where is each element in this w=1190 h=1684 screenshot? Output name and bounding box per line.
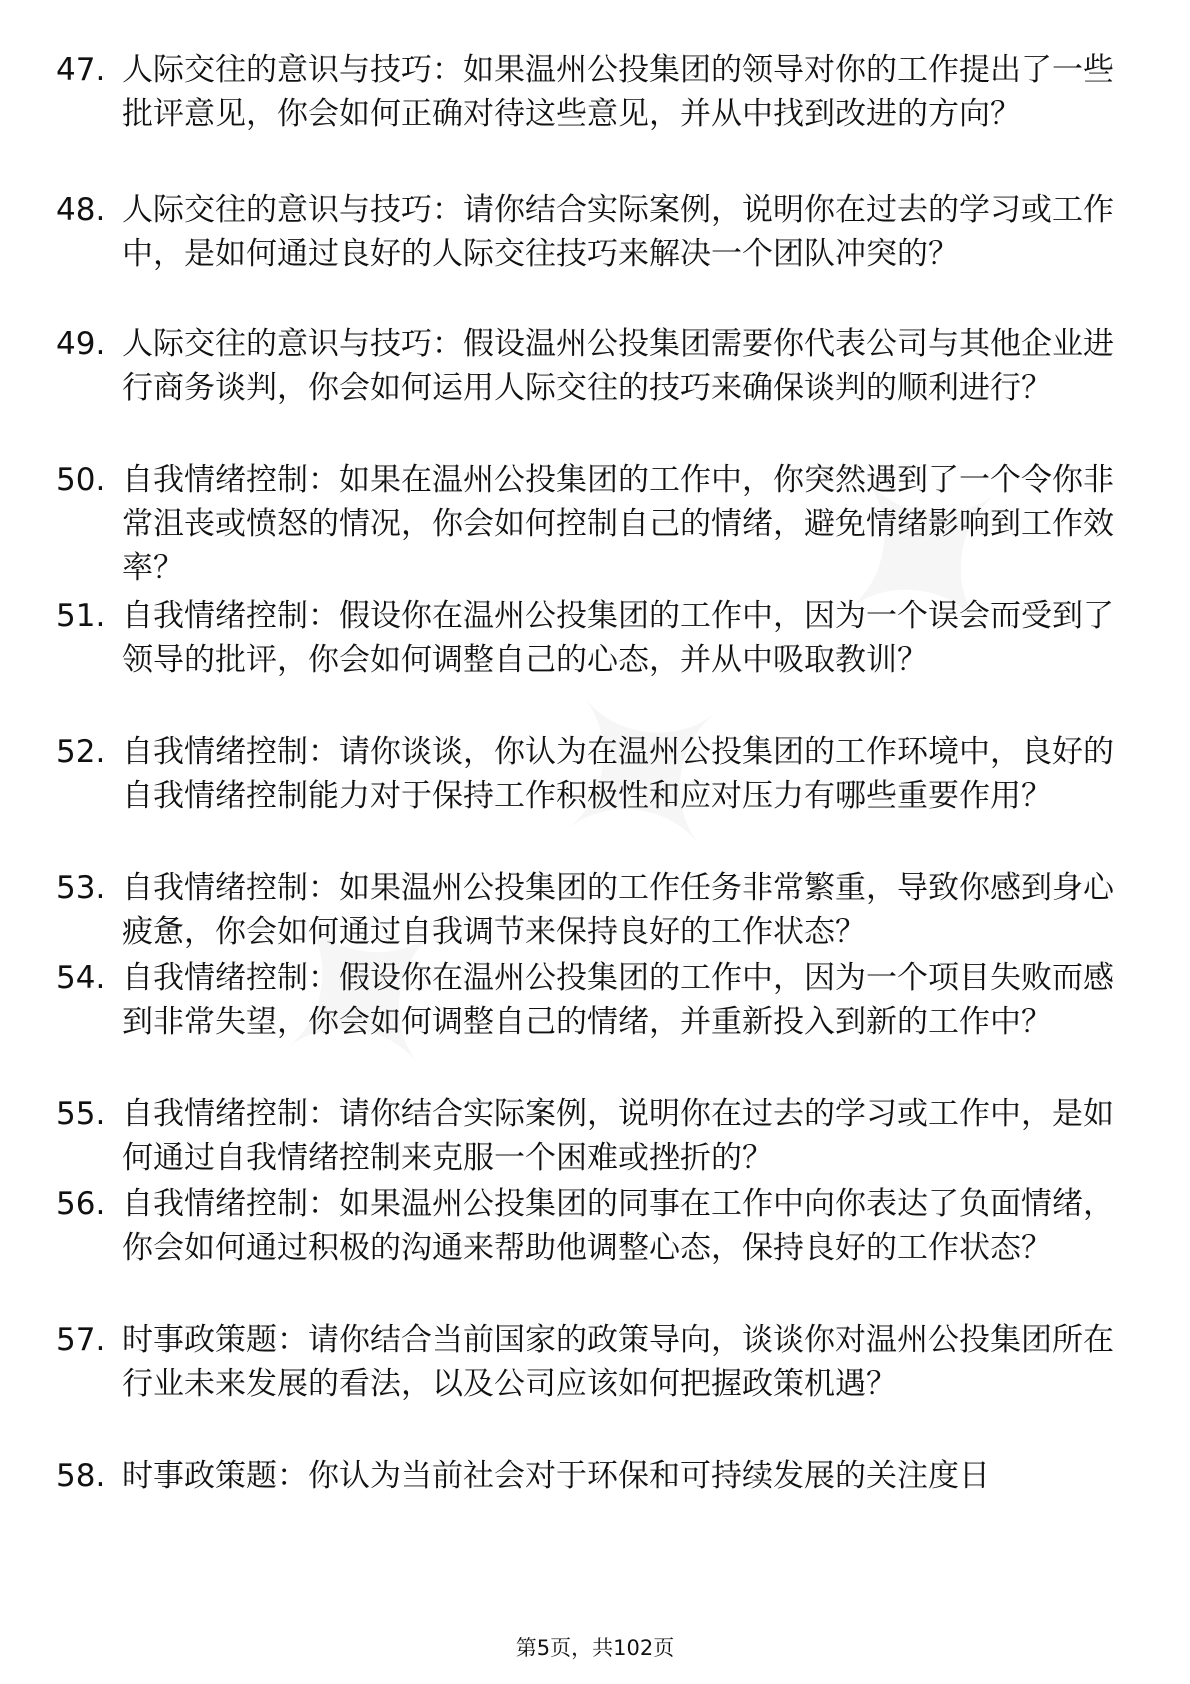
question-number: 50. [56,462,106,498]
question-number: 56. [56,1186,106,1222]
question-text: 人际交往的意识与技巧：假设温州公投集团需要你代表公司与其他企业进行商务谈判，你会如何运用人际交往的技巧来确保谈判的顺利进行？ [122,326,1114,406]
question-number: 54. [56,960,106,996]
question-number: 52. [56,734,106,770]
question-text: 自我情绪控制：假设你在温州公投集团的工作中，因为一个项目失败而感到非常失望，你会如何调整自己的情绪，并重新投入到新的工作中？ [122,960,1114,1040]
question-text: 人际交往的意识与技巧：请你结合实际案例，说明你在过去的学习或工作中，是如何通过良好的人际交往技巧来解决一个团队冲突的？ [122,192,1114,272]
question-text: 自我情绪控制：假设你在温州公投集团的工作中，因为一个误会而受到了领导的批评，你会如何调整自己的心态，并从中吸取教训？ [122,598,1114,678]
question-number: 55. [56,1096,106,1132]
question-text: 时事政策题：请你结合当前国家的政策导向，谈谈你对温州公投集团所在行业未来发展的看法，以及公司应该如何把握政策机遇？ [122,1322,1114,1402]
question-number: 49. [56,326,106,362]
question-number: 53. [56,870,106,906]
question-text: 自我情绪控制：请你结合实际案例，说明你在过去的学习或工作中，是如何通过自我情绪控制来克服一个困难或挫折的？ [122,1096,1114,1176]
question-text: 自我情绪控制：如果在温州公投集团的工作中，你突然遇到了一个令你非常沮丧或愤怒的情况，你会如何控制自己的情绪，避免情绪影响到工作效率？ [122,462,1114,586]
page-footer: 第5页，共102页 [515,1636,675,1660]
question-text: 自我情绪控制：请你谈谈，你认为在温州公投集团的工作环境中，良好的自我情绪控制能力对于保持工作积极性和应对压力有哪些重要作用？ [122,734,1114,814]
question-number: 48. [56,192,106,228]
question-number: 58. [56,1458,106,1494]
question-text: 人际交往的意识与技巧：如果温州公投集团的领导对你的工作提出了一些批评意见，你会如何正确对待这些意见，并从中找到改进的方向？ [122,52,1114,132]
question-text: 时事政策题：你认为当前社会对于环保和可持续发展的关注度日 [122,1458,990,1494]
question-number: 51. [56,598,106,634]
question-number: 47. [56,52,106,88]
question-text: 自我情绪控制：如果温州公投集团的同事在工作中向你表达了负面情绪，你会如何通过积极的沟通来帮助他调整心态，保持良好的工作状态？ [122,1186,1114,1266]
question-number: 57. [56,1322,106,1358]
question-text: 自我情绪控制：如果温州公投集团的工作任务非常繁重，导致你感到身心疲惫，你会如何通过自我调节来保持良好的工作状态？ [122,870,1114,950]
